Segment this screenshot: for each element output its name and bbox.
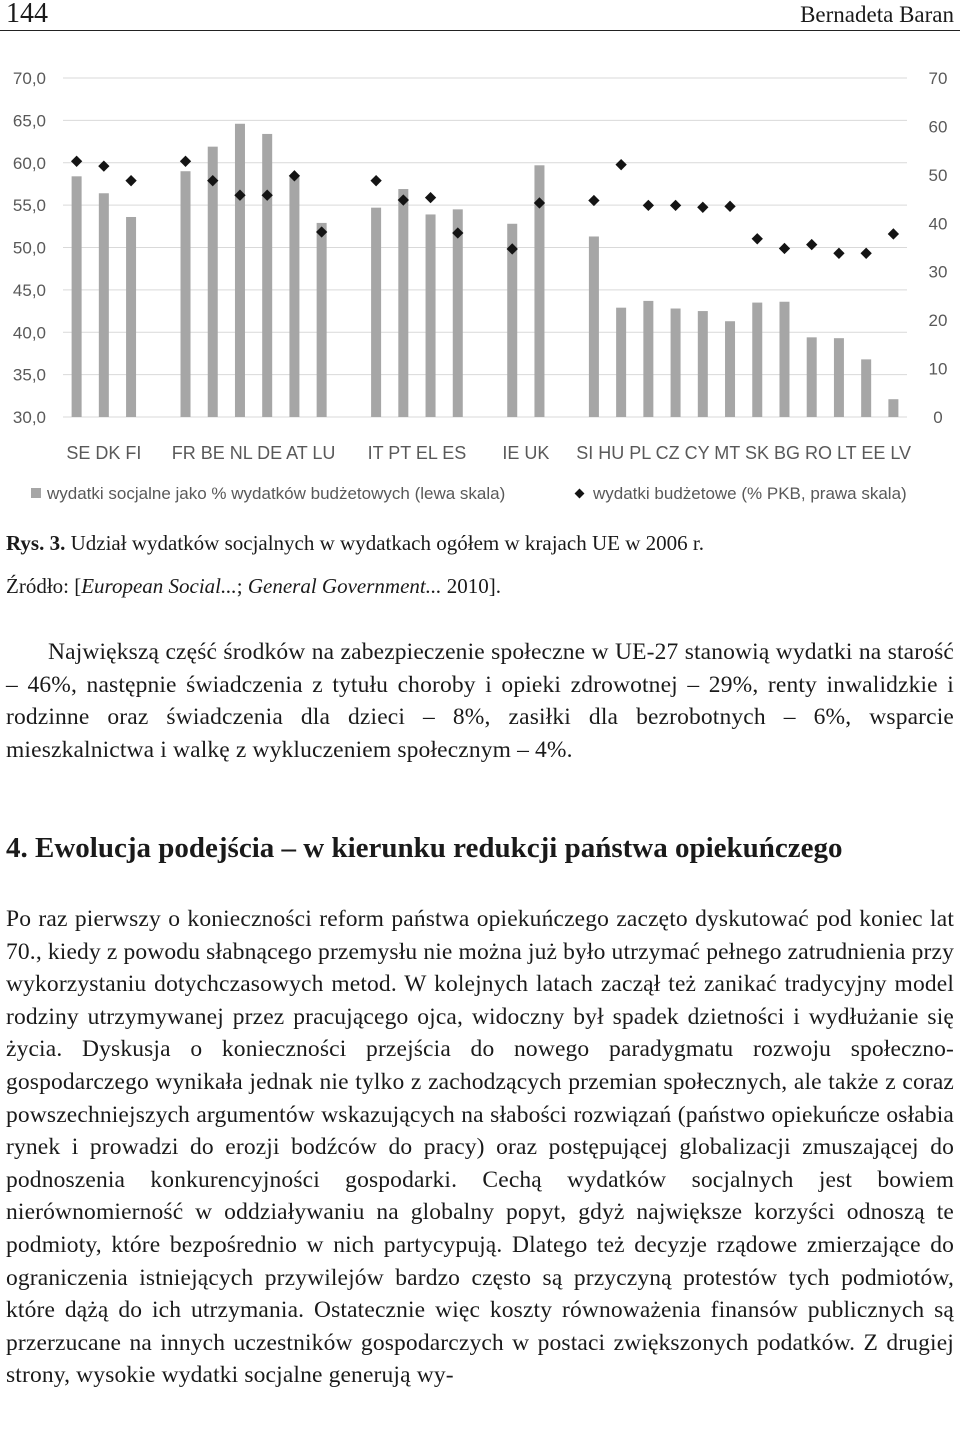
bar-ES (453, 209, 463, 417)
right-tick-label: 10 (928, 359, 948, 379)
marker-HU (615, 159, 626, 170)
bar-BG (779, 302, 789, 417)
figure-caption (6, 531, 704, 556)
marker-FR (180, 156, 191, 167)
x-tick-label: IE UK (502, 443, 550, 463)
bar-RO (807, 337, 817, 417)
marker-DK (98, 160, 109, 171)
right-tick-label: 40 (928, 214, 948, 234)
left-tick-label: 50,0 (12, 238, 46, 258)
marker-PL (643, 200, 654, 211)
legend-bar-label: wydatki socjalne jako % wydatków budżetowych (lewa skala) (47, 484, 506, 503)
bar-LU (317, 223, 327, 417)
bar-NL (235, 124, 245, 417)
bar-BE (208, 147, 218, 417)
left-tick-label: 65,0 (12, 111, 46, 131)
bar-SE (72, 176, 82, 417)
x-tick-label: SE DK FI (66, 443, 142, 463)
marker-SK (752, 233, 763, 244)
bar-CZ (671, 309, 681, 417)
source-italic-1: European Social... (81, 574, 237, 598)
marker-RO (806, 239, 817, 250)
bar-FI (126, 217, 136, 417)
bar-FR (181, 171, 191, 417)
left-tick-label: 30,0 (12, 408, 46, 427)
right-tick-label: 70 (928, 69, 948, 88)
bar-AT (289, 177, 299, 417)
bar-DK (99, 193, 109, 417)
marker-LT (833, 248, 844, 259)
left-tick-label: 60,0 (12, 153, 46, 173)
left-tick-label: 70,0 (12, 69, 46, 88)
right-tick-label: 0 (933, 408, 943, 427)
bar-EL (426, 214, 436, 417)
bar-SK (752, 303, 762, 417)
chart-bars (72, 124, 899, 417)
left-tick-label: 35,0 (12, 365, 46, 385)
right-axis-ticks (929, 69, 948, 427)
marker-BG (779, 243, 790, 254)
left-tick-label: 45,0 (12, 280, 46, 300)
bar-PT (398, 189, 408, 417)
source-prefix: Źródło: [ (6, 574, 82, 598)
source-suffix: 2010]. (441, 574, 501, 598)
right-tick-label: 60 (928, 117, 948, 137)
bar-PL (643, 301, 653, 417)
marker-SI (588, 195, 599, 206)
figure-chart (0, 40, 960, 515)
bar-HU (616, 308, 626, 417)
left-tick-label: 40,0 (12, 323, 46, 343)
right-tick-label: 50 (928, 165, 948, 185)
legend-marker-label: wydatki budżetowe (% PKB, prawa skala) (593, 484, 907, 503)
bar-MT (725, 321, 735, 417)
paragraph-1: Największą część środków na zabezpieczenie społeczne w UE-27 stanowią wydatki na starość – 46%, następnie świadczenia z tytułu choroby i opieki zdrowotnej – 29%, renty inwalidzkie i rodzinne oraz świadczenia dla dzieci – 8%, zasiłki dla bezrobotnych – 6%, wsparcie mieszkalnictwa i walkę z wykluczeniem społecznym – 4%. (6, 639, 954, 763)
x-axis-labels (66, 443, 911, 463)
x-tick-label: IT PT EL ES (367, 443, 467, 463)
bar-LT (834, 338, 844, 417)
right-tick-label: 30 (928, 262, 948, 282)
page-number: 144 (6, 0, 48, 29)
bar-CY (698, 311, 708, 417)
figure-caption-text: Udział wydatków socjalnych w wydatkach ogółem w krajach UE w 2006 r. (70, 531, 704, 555)
source-middle: ; (236, 574, 248, 598)
right-tick-label: 20 (928, 311, 948, 331)
bar-SI (589, 236, 599, 417)
x-tick-label: FR BE NL DE AT LU (171, 443, 336, 463)
chart-legend (31, 484, 907, 503)
legend-bar-swatch (31, 488, 41, 498)
bar-EE (861, 359, 871, 417)
marker-SE (71, 156, 82, 167)
legend-marker-swatch (575, 489, 585, 499)
marker-CY (697, 202, 708, 213)
bar-IT (371, 208, 381, 417)
marker-IT (370, 175, 381, 186)
marker-EL (425, 192, 436, 203)
marker-LV (888, 228, 899, 239)
marker-CZ (670, 200, 681, 211)
chart-markers (71, 156, 899, 259)
bar-DE (262, 134, 272, 417)
figure-label: Rys. 3. (6, 531, 66, 555)
page-header (0, 0, 960, 31)
section-heading: 4. Ewolucja podejścia – w kierunku redukcji państwa opiekuńczego (6, 832, 843, 864)
figure-source (6, 574, 501, 599)
left-tick-label: 55,0 (12, 196, 46, 216)
marker-EE (861, 248, 872, 259)
marker-MT (724, 201, 735, 212)
x-tick-label: SI HU PL CZ CY MT SK BG RO LT EE LV (576, 443, 912, 463)
left-axis-ticks (13, 69, 46, 427)
running-head-author: Bernadeta Baran (800, 2, 954, 27)
paragraph-2: Po raz pierwszy o konieczności reform państwa opiekuńczego zaczęto dyskutować pod koniec lat 70., kiedy z powodu słabnącego przemysłu nie można już było utrzymać pełnego zatrudnienia przy wykorzystaniu dotychczasowych metod. W kolejnych latach zaczął też zanikać tradycyjny model rodziny utrzymywanej przez pracującego ojca, widoczny był spadek dzietności i wydłużanie się życia. Dyskusja o konieczności przejścia do nowego paradygmatu rozwoju społeczno-gospodarczego wynikała jednak nie tylko z zachodzących przemian społecznych, ale także z coraz powszechniejszych argumentów wskazujących na słabości rozwiązań (państwo opiekuńcze osłabia rynek i prowadzi do erozji bodźców do pracy) oraz postępującej globalizacji zmuszającej do podnoszenia konkurencyjności gospodarki. Cechą wydatków socjalnych jest bowiem nierównomierność w oddziaływaniu na globalny popyt, gdyż największe korzyści odnoszą te podmioty, które bezpośrednio w nich partycypują. Dlatego też decyzje rządowe zmierzające do ograniczenia istniejących przywilejów bardzo często są przyczyną protestów tych podmiotów, które dążą do ich utrzymania. Ostatecznie więc koszty równoważenia finansów publicznych są przerzucane na innych uczestników gospodarczych w postaci zwiększonych podatków. Z drugiej strony, wysokie wydatki socjalne generują wy- (6, 906, 954, 1389)
source-italic-2: General Government... (247, 574, 442, 598)
marker-FI (125, 175, 136, 186)
bar-LV (888, 399, 898, 417)
